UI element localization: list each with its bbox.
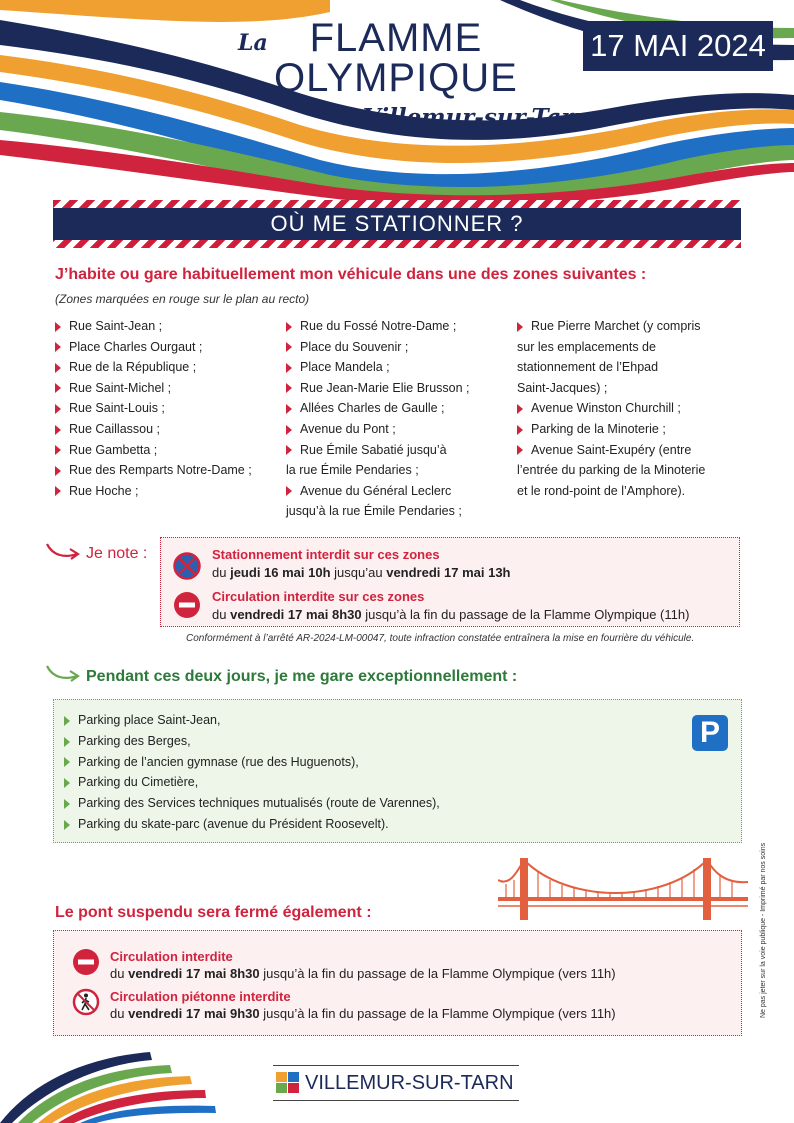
pont-box: [53, 930, 742, 1036]
zones-column-1: [55, 316, 252, 501]
list-item: Rue du Fossé Notre-Dame ;: [286, 316, 470, 337]
bullet-icon: [64, 820, 70, 830]
list-item: Allées Charles de Gaulle ;: [286, 398, 470, 419]
bullet-icon: [55, 445, 61, 455]
bullet-icon: [55, 466, 61, 476]
bullet-icon: [286, 425, 292, 435]
bullet-icon: [517, 322, 523, 332]
no-parking-icon: [173, 552, 201, 580]
page-title: [274, 18, 518, 98]
list-item: Place du Souvenir ;: [286, 337, 470, 358]
bullet-icon: [517, 445, 523, 455]
bullet-icon: [286, 445, 292, 455]
no-entry-icon: [173, 591, 201, 619]
list-item: Parking de l’ancien gymnase (rue des Huguenots),: [64, 752, 440, 773]
bullet-icon: [286, 342, 292, 352]
list-item-cont: Saint-Jacques) ;: [517, 380, 608, 395]
list-item: Parking des Services techniques mutualisés (route de Varennes),: [64, 793, 440, 814]
list-item: Parking du Cimetière,: [64, 772, 440, 793]
pont-heading: Le pont suspendu sera fermé également :: [55, 904, 372, 921]
list-item: Parking de la Minoterie ;: [517, 419, 705, 440]
je-note-label: Je note :: [86, 545, 148, 562]
list-item: Place Charles Ourgaut ;: [55, 337, 252, 358]
footer-logo: [273, 1065, 519, 1101]
bullet-icon: [55, 322, 61, 332]
list-item: Place Mandela ;: [286, 357, 470, 378]
title-la: La: [238, 30, 268, 56]
banner-title: OÙ ME STATIONNER ?: [53, 208, 741, 240]
bullet-icon: [55, 342, 61, 352]
bridge-icon: [498, 852, 748, 922]
list-item: Parking des Berges,: [64, 731, 440, 752]
bullet-icon: [286, 486, 292, 496]
parking-sign-icon: P: [692, 715, 728, 751]
list-item: Avenue Saint-Exupéry (entre: [517, 440, 705, 461]
list-item: Rue des Remparts Notre-Dame ;: [55, 460, 252, 481]
list-item: Rue de la République ;: [55, 357, 252, 378]
list-item: Avenue du Pont ;: [286, 419, 470, 440]
pont-rule1-title: Circulation interdite: [110, 949, 233, 964]
list-item: Rue Caillassou ;: [55, 419, 252, 440]
city-logo-icon: [276, 1072, 300, 1094]
bullet-icon: [286, 363, 292, 373]
list-item-cont: sur les emplacements de: [517, 339, 656, 354]
list-item-cont: l’entrée du parking de la Minoterie: [517, 463, 706, 478]
list-item-cont: stationnement de l’Ehpad: [517, 360, 659, 375]
rule2-dates: du vendredi 17 mai 8h30 jusqu’à la fin du passage de la Flamme Olympique (11h): [212, 607, 690, 622]
bullet-icon: [64, 778, 70, 788]
bullet-icon: [55, 486, 61, 496]
no-pedestrian-icon: [72, 988, 100, 1016]
rule1-title: Stationnement interdit sur ces zones: [212, 547, 440, 562]
title-line-1: FLAMME: [309, 16, 483, 60]
list-item: Rue Émile Sabatié jusqu’à: [286, 440, 470, 461]
bullet-icon: [64, 716, 70, 726]
zones-column-3: [517, 316, 705, 501]
bullet-icon: [286, 383, 292, 393]
curved-arrow-icon: [45, 662, 81, 684]
zones-heading: J’habite ou gare habituellement mon véhicule dans une des zones suivantes :: [55, 266, 647, 283]
zones-column-2: [286, 316, 470, 522]
bullet-icon: [286, 404, 292, 414]
list-item: Parking place Saint-Jean,: [64, 710, 440, 731]
note-box: [160, 537, 740, 627]
bullet-icon: [64, 737, 70, 747]
side-note: Ne pas jeter sur la voie publique - Imprimé par nos soins: [760, 842, 767, 1018]
list-item: Rue Saint-Michel ;: [55, 378, 252, 399]
parking-heading: Pendant ces deux jours, je me gare exceptionnellement :: [86, 668, 518, 685]
rule2-title: Circulation interdite sur ces zones: [212, 589, 425, 604]
list-item: Rue Pierre Marchet (y compris: [517, 316, 705, 337]
list-item: Avenue du Général Leclerc: [286, 481, 470, 502]
footer-logo-text: VILLEMUR-SUR-TARN: [305, 1072, 514, 1094]
title-subtitle: à Villemur-sur-Tarn: [340, 104, 591, 131]
rule1-dates: du jeudi 16 mai 10h jusqu’au vendredi 17 mai 13h: [212, 565, 511, 580]
list-item: Parking du skate-parc (avenue du Président Roosevelt).: [64, 814, 440, 835]
parking-list: [64, 710, 440, 835]
bullet-icon: [55, 404, 61, 414]
pont-rule2-title: Circulation piétonne interdite: [110, 989, 291, 1004]
list-item-cont: la rue Émile Pendaries ;: [286, 463, 419, 478]
list-item: Rue Hoche ;: [55, 481, 252, 502]
legal-note: Conformément à l’arrêté AR-2024-LM-00047, toute infraction constatée entraînera la mise en fourrière du véhicule.: [186, 633, 695, 644]
list-item: Rue Saint-Louis ;: [55, 398, 252, 419]
zones-note: (Zones marquées en rouge sur le plan au recto): [55, 292, 310, 306]
no-entry-icon: [72, 948, 100, 976]
list-item: Rue Saint-Jean ;: [55, 316, 252, 337]
list-item: Rue Jean-Marie Elie Brusson ;: [286, 378, 470, 399]
bullet-icon: [517, 404, 523, 414]
section-banner: [53, 200, 741, 248]
list-item: Avenue Winston Churchill ;: [517, 398, 705, 419]
bullet-icon: [64, 799, 70, 809]
title-line-2: OLYMPIQUE: [274, 56, 518, 100]
bullet-icon: [55, 425, 61, 435]
parking-box: [53, 699, 742, 843]
pont-rule2-dates: du vendredi 17 mai 9h30 jusqu’à la fin du passage de la Flamme Olympique (vers 11h): [110, 1006, 616, 1021]
bullet-icon: [55, 383, 61, 393]
bullet-icon: [517, 425, 523, 435]
bullet-icon: [64, 757, 70, 767]
footer-waves: [0, 1040, 240, 1123]
pont-rule1-dates: du vendredi 17 mai 8h30 jusqu’à la fin du passage de la Flamme Olympique (vers 11h): [110, 966, 616, 981]
date-badge: 17 MAI 2024: [583, 21, 773, 71]
curved-arrow-icon: [45, 540, 81, 562]
list-item-cont: jusqu’à la rue Émile Pendaries ;: [286, 504, 462, 519]
list-item-cont: et le rond-point de l’Amphore).: [517, 483, 686, 498]
list-item: Rue Gambetta ;: [55, 440, 252, 461]
bullet-icon: [55, 363, 61, 373]
bullet-icon: [286, 322, 292, 332]
